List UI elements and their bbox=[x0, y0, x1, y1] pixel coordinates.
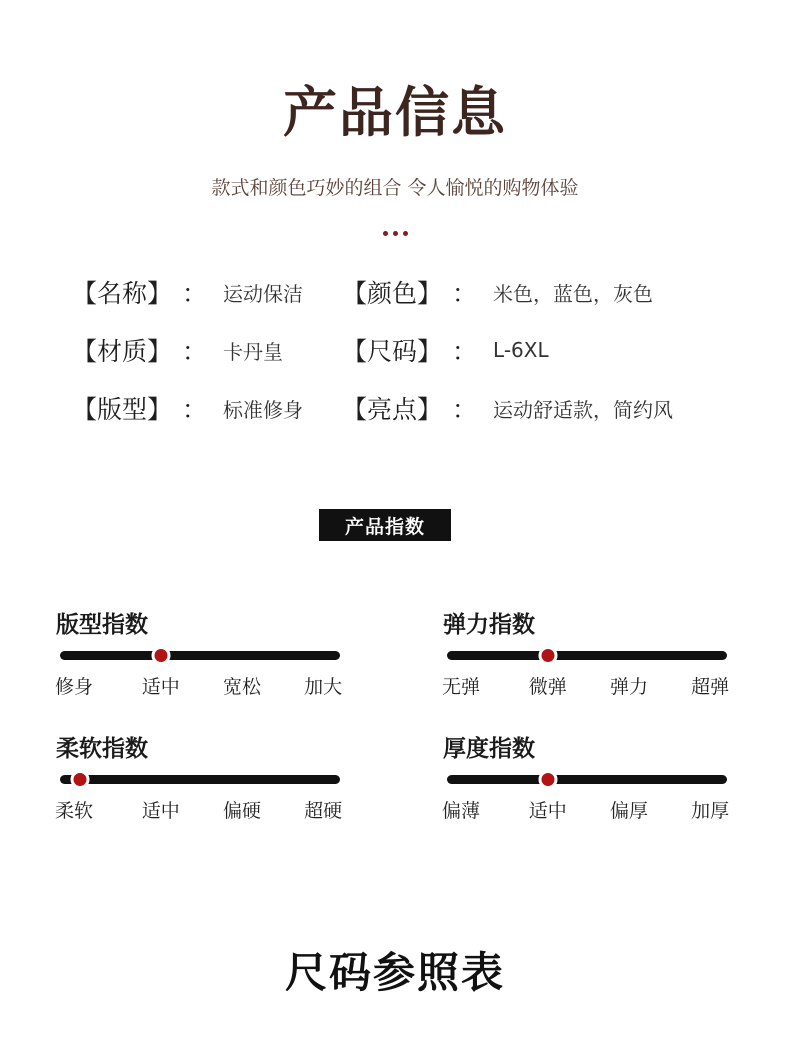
index-knob bbox=[538, 770, 557, 789]
index-label: 偏厚 bbox=[609, 800, 649, 822]
index-knob bbox=[151, 646, 170, 665]
info-highlight bbox=[342, 390, 673, 426]
index-label: 微弹 bbox=[528, 676, 567, 698]
info-name bbox=[72, 274, 303, 310]
info-value: 卡丹皇 bbox=[223, 339, 284, 364]
info-key: 【尺码】 bbox=[342, 337, 443, 366]
info-color bbox=[342, 274, 653, 310]
info-size bbox=[342, 332, 549, 368]
info-key: 【亮点】 bbox=[342, 395, 443, 424]
info-value: 运动保洁 bbox=[223, 281, 304, 306]
info-key: 【颜色】 bbox=[342, 279, 443, 308]
info-colon: ： bbox=[182, 395, 208, 424]
info-key: 【版型】 bbox=[72, 395, 173, 424]
info-value: 运动舒适款，简约风 bbox=[493, 397, 674, 422]
index-track bbox=[447, 651, 727, 660]
info-value: L-6XL bbox=[493, 338, 549, 362]
index-title: 厚度指数 bbox=[443, 736, 535, 762]
dot-icon bbox=[393, 231, 398, 236]
index-label: 无弹 bbox=[441, 676, 481, 698]
index-label: 适中 bbox=[141, 800, 180, 822]
index-title: 柔软指数 bbox=[56, 736, 148, 762]
index-track bbox=[60, 651, 340, 660]
info-colon: ： bbox=[452, 395, 478, 424]
index-labels bbox=[54, 796, 343, 822]
index-label: 偏薄 bbox=[441, 800, 481, 822]
index-title: 版型指数 bbox=[56, 612, 148, 638]
index-softness bbox=[56, 730, 341, 840]
section-banner: 产品指数 bbox=[319, 509, 451, 541]
info-value: 标准修身 bbox=[223, 397, 304, 422]
index-labels bbox=[54, 672, 343, 698]
index-label: 适中 bbox=[141, 676, 180, 698]
index-labels bbox=[441, 672, 730, 698]
index-label: 宽松 bbox=[222, 676, 262, 698]
info-key: 【名称】 bbox=[72, 279, 173, 308]
info-value: 米色，蓝色，灰色 bbox=[493, 281, 654, 306]
info-colon: ： bbox=[182, 279, 208, 308]
index-knob bbox=[70, 770, 89, 789]
info-colon: ： bbox=[452, 279, 478, 308]
index-label: 弹力 bbox=[609, 676, 649, 698]
index-labels bbox=[441, 796, 730, 822]
info-colon: ： bbox=[182, 337, 208, 366]
index-title: 弹力指数 bbox=[443, 612, 535, 638]
page-title: 产品信息 bbox=[283, 81, 507, 144]
index-knob bbox=[538, 646, 557, 665]
info-material bbox=[72, 332, 283, 368]
info-key: 【材质】 bbox=[72, 337, 173, 366]
index-label: 适中 bbox=[528, 800, 567, 822]
index-label: 加大 bbox=[304, 676, 343, 698]
dot-icon bbox=[403, 231, 408, 236]
index-track bbox=[60, 775, 340, 784]
index-label: 柔软 bbox=[54, 800, 94, 822]
dot-icon bbox=[383, 231, 388, 236]
page-subtitle: 款式和颜色巧妙的组合 令人愉悦的购物体验 bbox=[211, 177, 579, 199]
index-label: 超硬 bbox=[304, 800, 343, 822]
index-label: 偏硬 bbox=[222, 800, 262, 822]
index-thickness bbox=[443, 730, 728, 840]
info-fit bbox=[72, 390, 303, 426]
index-track bbox=[447, 775, 727, 784]
size-chart-title: 尺码参照表 bbox=[284, 948, 505, 997]
index-label: 超弹 bbox=[691, 676, 730, 698]
info-colon: ： bbox=[452, 337, 478, 366]
decorative-dots bbox=[0, 231, 790, 236]
index-elasticity bbox=[443, 606, 728, 716]
index-label: 修身 bbox=[54, 676, 94, 698]
index-fit bbox=[56, 606, 341, 716]
index-label: 加厚 bbox=[691, 800, 730, 822]
